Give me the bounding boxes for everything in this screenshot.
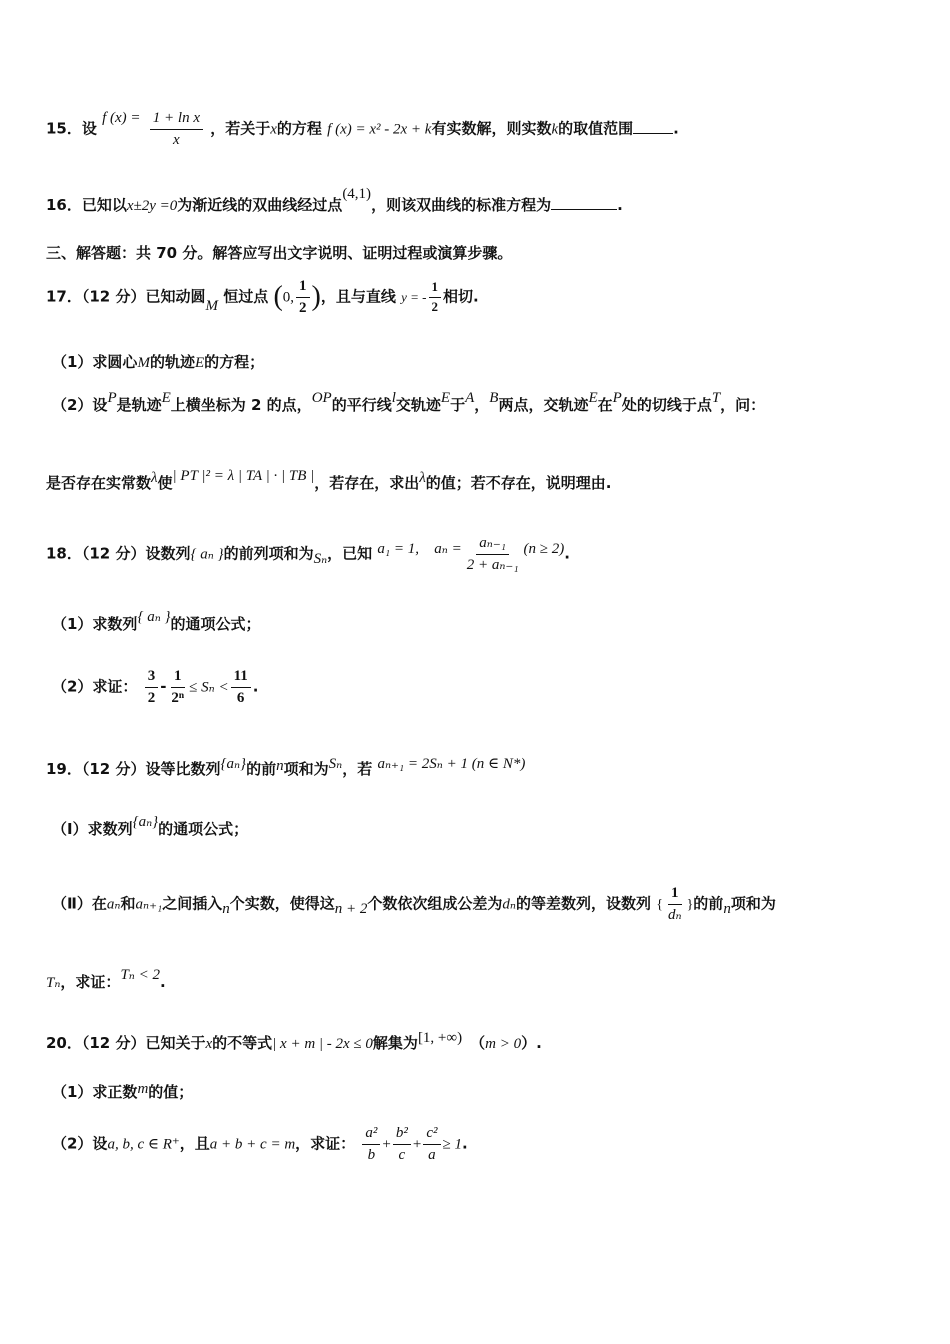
question-17: 17．（12 分）已知动圆M 恒过点 (0, $\frac{1}{2}$ )，且与直线 y = - $\frac{1}{2}$ 相切. [46, 278, 479, 316]
answer-blank[interactable] [551, 209, 617, 210]
q20-part-1: （1）求正数m的值； [52, 1081, 194, 1101]
q15-func-lhs: f (x) = [102, 109, 141, 126]
q19-part-2: （Ⅱ）在aₙ和aₙ₊₁之间插入n个实数，使得这n + 2个数依次组成公差为dₙ的等差数列，设数列 { $\frac{1}{\text{dₙ}}$ }的前n项和为 [52, 885, 776, 923]
q19-part-2-cont: Tₙ，求证：Tₙ < 2. [46, 967, 166, 991]
question-19: 19．（12 分）设等比数列{aₙ}的前n项和为Sₙ，若 aₙ₊₁ = 2Sₙ + 1 (n ∈ N*) [46, 756, 526, 778]
answer-blank[interactable] [633, 133, 673, 134]
q19-reciprocal-fraction: $\frac{1}{\text{dₙ}}$ [667, 885, 682, 923]
question-18: 18．（12 分）设数列{ aₙ }的前列项和为Sₙ，已知 a₁ = 1, aₙ = $\frac{\text{aₙ₋₁}}{\text{2 + aₙ₋₁}}$ (n ≥ 2). [46, 535, 570, 573]
q20-inequality: | x + m | - 2x ≤ 0 [272, 1036, 373, 1052]
q16-point: (4,1) [342, 186, 372, 202]
q15-fraction: $\frac{\text{1 + ln x}}{x}$ [150, 110, 203, 148]
q18-fraction-3: $\frac{11}{6}$ [231, 668, 251, 706]
q17-line-fraction: $\frac{1}{2}$ [429, 280, 442, 314]
q17-part-1: （1）求圆心M的轨迹E的方程； [52, 353, 265, 371]
q17-part-2: （2）设P是轨迹E上横坐标为 2 的点，OP的平行线l交轨迹E于A，B两点，交轨迹E在P处的切线于点T，问： [52, 390, 766, 414]
q19-recurrence: aₙ₊₁ = 2Sₙ + 1 (n ∈ N*) [377, 756, 526, 772]
q20-solution-set: [1, +∞) [417, 1030, 463, 1046]
q19-inequality: Tₙ < 2 [120, 967, 160, 983]
q16-asymptote: x±2y =0 [126, 198, 178, 214]
q20-part-2: （2）设a, b, c ∈ R⁺，且a + b + c = m，求证： $\frac{\text{a²}}{b}$ + $\frac{\text{b²}}{c}$ + $\frac{\text{c²}}{a}$ ≥ 1. [52, 1125, 468, 1163]
q17-point-fraction: $\frac{1}{2}$ [296, 278, 310, 316]
q20-fraction-b: $\frac{\text{b²}}{c}$ [393, 1125, 411, 1163]
q18-fraction-1: $\frac{3}{2}$ [145, 668, 159, 706]
q18-fraction-2: $\frac{1}{\text{2ⁿ}}$ [171, 668, 185, 706]
q19-part-1: （Ⅰ）求数列{aₙ}的通项公式； [52, 814, 249, 838]
q18-recursion-fraction: $\frac{\text{aₙ₋₁}}{\text{2 + aₙ₋₁}}$ [466, 535, 519, 573]
q17-condition: | PT |² = λ | TA | · | TB | [172, 468, 315, 484]
q20-fraction-c: $\frac{\text{c²}}{a}$ [423, 1125, 440, 1163]
section-heading: 三、解答题：共 70 分。解答应写出文字说明、证明过程或演算步骤。 [46, 244, 513, 262]
question-15: 15．设 f (x) = $\frac{\text{1 + ln x}}{x}$ ，若关于x的方程 f (x) = x² - 2x + k有实数解，则实数k的取值范围 . [46, 109, 679, 148]
question-16: 16．已知以x±2y =0为渐近线的双曲线经过点(4,1)，则该双曲线的标准方程为 . [46, 186, 623, 214]
q18-part-2: （2）求证： $\frac{3}{2}$ - $\frac{1}{\text{2ⁿ}}$ ≤ Sₙ < $\frac{11}{6}$ . [52, 668, 259, 706]
q20-fraction-a: $\frac{\text{a²}}{b}$ [362, 1125, 380, 1163]
q15-equation: f (x) = x² - 2x + k [327, 121, 432, 138]
q18-part-1: （1）求数列{ aₙ }的通项公式； [52, 609, 261, 633]
q17-part-2-cont: 是否存在实常数λ使| PT |² = λ | TA | · | TB |，若存在，求出λ的值；若不存在，说明理由. [46, 468, 612, 492]
question-20: 20．（12 分）已知关于x的不等式| x + m | - 2x ≤ 0解集为[1, +∞) （m > 0）. [46, 1030, 542, 1052]
